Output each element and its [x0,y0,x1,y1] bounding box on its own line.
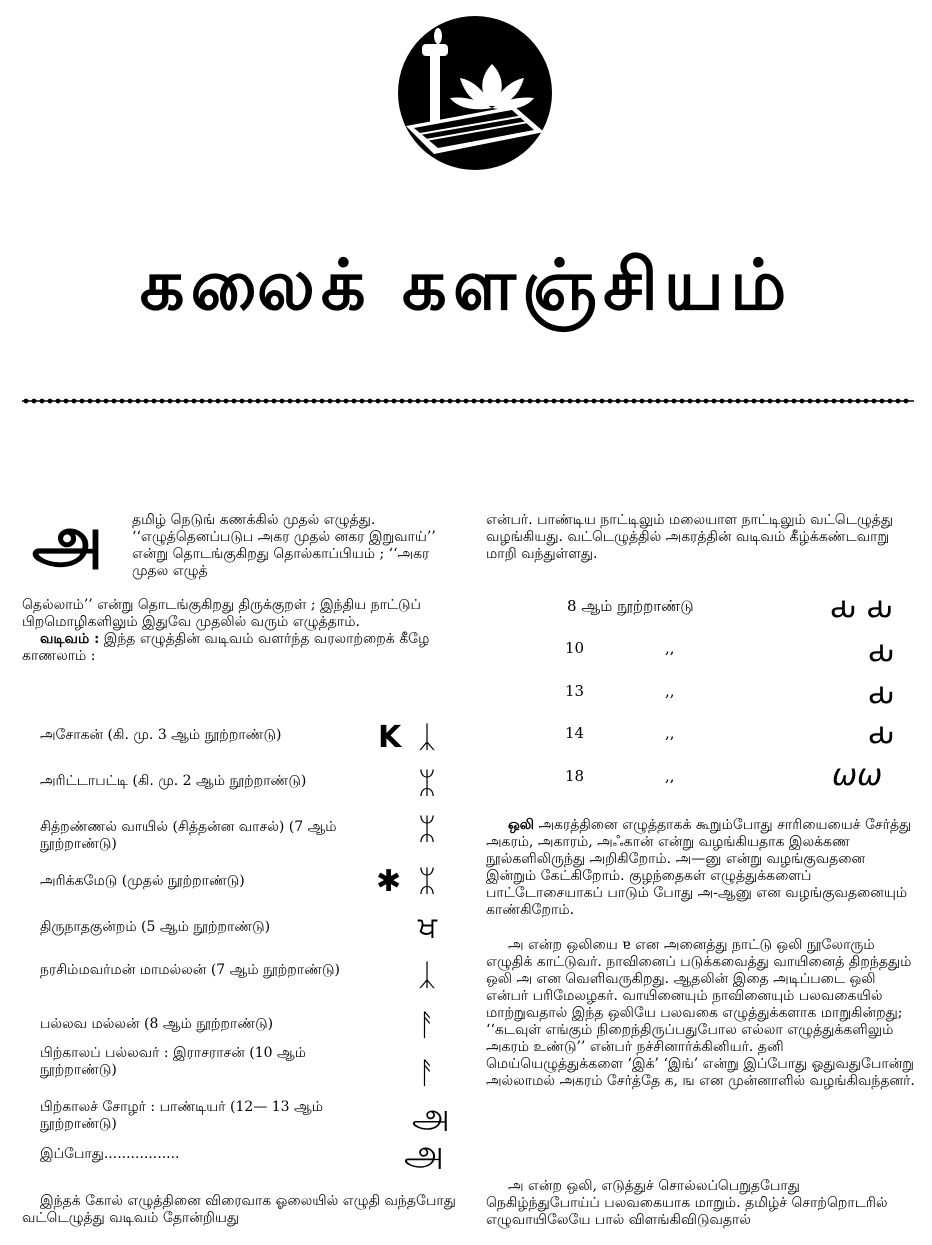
timeline-label-4: திருநாதகுன்றம் (5 ஆம் நூற்றாண்டு) [40,919,271,935]
century-row-4 [565,767,675,785]
oli-label: ஒலி [508,817,534,833]
glyph-8: அ [412,1096,450,1136]
glyph-9: அ [404,1133,445,1174]
form-label: வடிவம் : [40,631,100,647]
oli-paragraph-3: அ என்ற ஒலி, எடுத்துச் சொல்லப்பெறுதபோது நெகிழ்ந்துபோய்ப் பலவகையாக மாறும். தமிழ்ச் சொற்றொடரில் எழுவாயிலேயே பால் விளங்கிவிடுவதால் [486,1178,888,1228]
century-row-2 [565,682,675,700]
century-row-1 [565,639,675,657]
century-suffix: ஆம் நூற்றாண்டு [581,597,694,615]
ornamental-divider [22,397,914,405]
oli-paragraph-2: அ என்ற ஒலியை ɐ என அனைத்து நாட்டு ஒலி நூலோரும் எழுதிக் காட்டுவர். நாவினைப் படுக்கவைத்து வாயினைத் திறந்ததும் ஒலி அ என வெளிவருகிறது. ஆதலின் இதை அடிப்படை ஒலி என்பர் பரிமேலழகர். வாயினையும் நாவினையும் பலவகையில் மாற்றுவதால் இந்த ஒலியே பலவகை எழுத்துக்களாக மாறுகின்றது; ‘‘கடவுள் எங்கும் நிறைந்திருப்பதுபோல எல்லா எழுத்துக்களிலும் அகரம் உண்டு’’ என்பர் நச்சினார்க்கினியர். தனி மெய்யெழுத்துக்களை ‘இக்’ ‘இங்’ என்று இப்போது ஓதுவதுபோன்று அல்லாமல் அகரம் சேர்த்தே க, ங என முன்னாளில் வழங்கிவந்தனர். [486,937,915,1089]
timeline-label-3: அரிக்கமேடு (முதல் நூற்றாண்டு) [40,873,245,889]
glyph-0: ᛣ [418,720,436,755]
century-suffix: ,, [665,767,675,785]
dropcap-letter: அ [32,503,104,577]
timeline-label-8: பிற்காலச் சோழர் : பாண்டியர் (12— 13 ஆம் நூற்றாண்டு) [40,1099,324,1132]
glyph-7: ᚨ [418,1056,436,1091]
glyph-2: ᛯ [418,812,436,847]
glyph-1: ᛯ [418,766,436,801]
left-bottom-paragraph: இந்தக் கோல் எழுத்தினை விரைவாக ஓலையில் எழுதி வந்தபோது வட்டெழுத்து வடிவம் தோன்றியது [22,1193,456,1226]
century-row-0 [567,597,694,617]
glyph-4: ਖ [418,910,438,945]
century-num: 18 [565,767,585,785]
century-suffix: ,, [665,724,675,742]
century-glyph-2: ԃ [868,676,895,711]
timeline-label-5: நரசிம்மவர்மன் மாமல்லன் (7 ஆம் நூற்றாண்டு) [40,962,340,978]
intro-first-lines [132,512,462,580]
century-num: 14 [565,724,585,742]
lamp-lotus-emblem-icon [394,14,556,172]
century-glyph-4: ωω [832,758,883,793]
oli-paragraph-1 [486,817,916,919]
century-glyph-3: ԃ [868,716,895,751]
right-intro-paragraph: என்பர். பாண்டிய நாட்டிலும் மலையாள நாட்டிலும் வட்டெழுத்து வழங்கியது. வட்டெழுத்தில் அகரத்தின் வடிவம் கீழ்க்கண்டவாறு மாறி வந்துள்ளது. [486,512,894,562]
century-num: 8 [567,597,577,615]
timeline-label-0: அசோகன் (கி. மு. 3 ஆம் நூற்றாண்டு) [40,727,282,743]
century-glyph-1: ԃ [868,634,895,669]
glyph-asterisk: ✱ [376,864,402,899]
glyph-3: ᛯ [418,864,436,899]
glyph-5: ᛣ [418,958,436,993]
glyph-6: ᚨ [418,1008,436,1043]
intro-rest [22,597,462,665]
form-text: இந்த எழுத்தின் வடிவம் வளர்ந்த வரலாற்றைக் கீழே காணலாம் : [22,631,430,664]
timeline-label-6: பல்லவ மல்லன் (8 ஆம் நூற்றாண்டு) [40,1016,274,1032]
century-num: 13 [565,682,585,700]
glyph-ashoka-k: K [378,720,402,755]
timeline-label-7: பிற்காலப் பல்லவர் : இராசராசன் (10 ஆம் நூற்றாண்டு) [40,1045,306,1078]
century-row-3 [565,724,675,742]
century-suffix: ,, [665,639,675,657]
timeline-label-2: சித்றண்ணல் வாயில் (சித்தன்ன வாசல்) (7 ஆம் நூற்றாண்டு) [40,819,337,852]
timeline-label-9: இப்போது................. [40,1146,180,1162]
century-glyph-0: ԃ ԃ [830,590,894,625]
intro-rest-text: தெல்லாம்’’ என்று தொடங்குகிறது திருக்குறள் ; இந்திய நாட்டுப் பிறமொழிகளிலும் இதுவே முதலில் வரும் எழுத்தாம். [22,597,421,630]
form-paragraph [22,631,462,665]
century-suffix: ,, [665,682,675,700]
intro-first-text: தமிழ் நெடுங் கணக்கில் முதல் எழுத்து. ‘‘எழுத்தெனப்படுப அகர முதல் னகர இறுவாய்’’ என்று தொடங்குகிறது தொல்காப்பியம் ; ‘‘அகர முதல எழுத் [132,512,436,579]
timeline-label-1: அரிட்டாபட்டி (கி. மு. 2 ஆம் நூற்றாண்டு) [40,773,307,789]
oli-text-1: அகரத்தினை எழுத்தாகக் கூறும்போது சாரியையைச் சேர்த்து அகரம், அகாரம், அஃகான் என்று வழங்கியதாக இலக்கண நூல்களிலிருந்து அறிகிறோம். அ—னு என்று வழங்குவதனை இன்றும் கேட்கிறோம். குழந்தைகள் எழுத்துக்களைப் பாட்டோசையாகப் பாடும் போது அ-ஆனு என வழங்குவதனையும் காண்கிறோம். [486,817,912,918]
century-num: 10 [565,639,585,657]
page-title: கலைக் களஞ்சியம் [139,244,793,326]
